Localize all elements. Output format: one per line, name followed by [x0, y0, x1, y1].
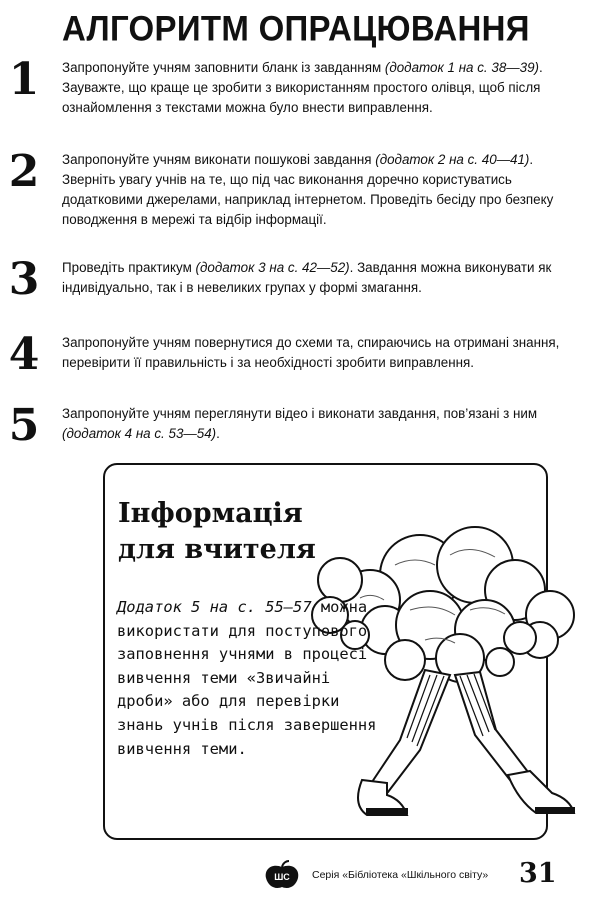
step-text-part: Запропонуйте учням виконати пошукові завдання: [62, 152, 376, 167]
info-text: [117, 596, 387, 761]
step-number: 5: [8, 400, 40, 451]
step-text: [62, 258, 582, 298]
step-text-part: .: [216, 426, 220, 441]
series-name: Серія «Бібліотека «Шкільного світу»: [312, 869, 489, 881]
appendix-reference: Додаток 5 на с. 55—57: [117, 598, 312, 616]
info-title: [118, 496, 316, 568]
page-title: АЛГОРИТМ ОПРАЦЮВАННЯ: [62, 8, 530, 48]
step-text-part: Запропонуйте учням заповнити бланк із завданням: [62, 60, 385, 75]
page-footer: [0, 860, 600, 890]
logo-text: ШС: [274, 872, 290, 882]
step-number: 4: [8, 329, 40, 380]
step-number: 2: [8, 146, 40, 197]
info-title-line: Інформація: [118, 498, 303, 529]
apple-logo-icon: [262, 860, 302, 890]
step-text-part: . Зауважте, що краще це зробити з використанням простого олівця, щоб після ознайомлення з текстами можна було внести виправлення.: [62, 60, 543, 115]
appendix-reference: (додаток 2 на с. 40—41): [375, 152, 530, 167]
step-text-part: Запропонуйте учням повернутися до схеми та, спираючись на отримані знання, перевірити її правильність і за необхідності зробити виправлення.: [62, 335, 560, 370]
step-number: 3: [8, 254, 40, 305]
step-number: 1: [8, 54, 40, 105]
step-text-part: . Зверніть увагу учнів на те, що під час виконання доречно користуватись додатковими джерелами, наприклад інтернетом. Проведіть бесіду про безпеку поводження в мережі та відбір інформації.: [62, 152, 554, 227]
step-text-part: . Завдання можна виконувати як індивідуально, так і в невеликих групах у формі змагання.: [62, 260, 552, 295]
step-text-part: Проведіть практикум: [62, 260, 196, 275]
step-text: [62, 333, 582, 373]
step-text: [62, 404, 582, 444]
step-text: [62, 58, 582, 118]
appendix-reference: (додаток 4 на с. 53—54): [62, 426, 217, 441]
step-text-part: Запропонуйте учням переглянути відео і виконати завдання, пов’язані з ним: [62, 406, 538, 421]
page-number: 31: [519, 858, 557, 889]
appendix-reference: (додаток 3 на с. 42—52): [195, 260, 350, 275]
info-text-part: можна використати для поступового заповнення учнями в процесі вивчення теми «Звичайні дроби» або для перевірки знань учнів після завершення вивчення теми.: [117, 598, 377, 758]
info-title-line: для вчителя: [118, 534, 316, 565]
appendix-reference: (додаток 1 на с. 38—39): [384, 60, 540, 75]
step-text: [62, 150, 582, 230]
